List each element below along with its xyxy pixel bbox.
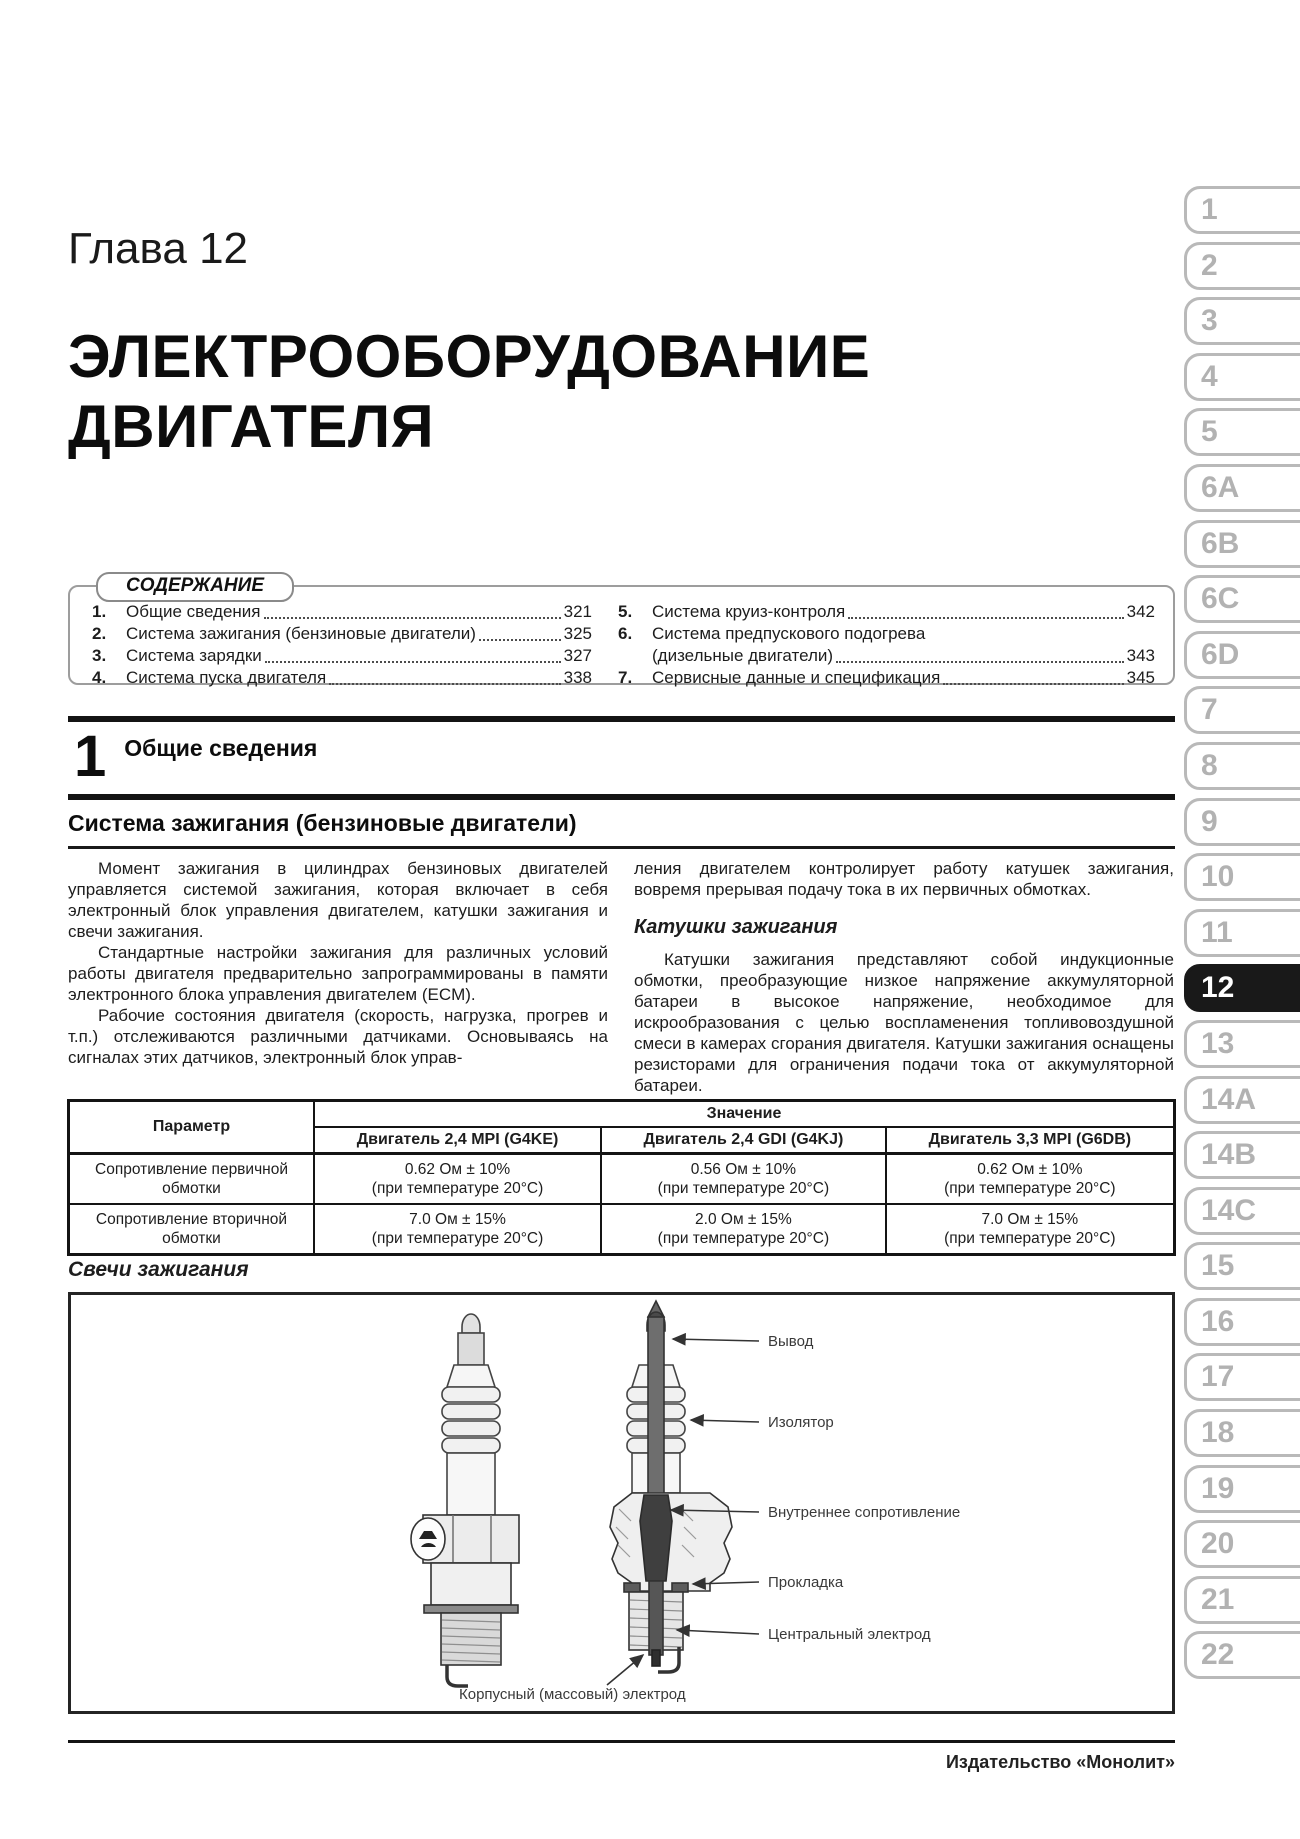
toc-column-right — [618, 601, 1155, 687]
figure-heading: Свечи зажигания — [68, 1258, 249, 1281]
toc-item — [618, 623, 1155, 645]
toc-label: СОДЕРЖАНИЕ — [96, 572, 294, 602]
toc-item-number: 1. — [92, 602, 107, 621]
paragraph: Рабочие состояния двигателя (скорость, нагрузка, прогрев и т.п.) отслеживаются различными датчиками. Основываясь на сигналах этих датчиков, электронный блок управ- — [68, 1006, 608, 1067]
label-arrow — [677, 1630, 759, 1634]
chapter-tab: 6B — [1184, 520, 1300, 568]
chapter-tab: 6D — [1184, 631, 1300, 679]
toc-item — [92, 601, 592, 623]
table-row — [69, 1154, 1174, 1205]
toc-leader-dots — [848, 617, 1123, 619]
chapter-tab: 10 — [1184, 853, 1300, 901]
label-arrow — [691, 1420, 759, 1422]
toc-leader-dots — [265, 661, 561, 663]
toc-item-page: 325 — [563, 624, 592, 643]
spec-table — [68, 1100, 1175, 1255]
value-cell: 7.0 Ом ± 15% (при температуре 20°C) — [886, 1204, 1174, 1254]
toc-item-title: Система пуска двигателя — [126, 668, 327, 687]
chapter-tab: 14A — [1184, 1076, 1300, 1124]
paragraph: Момент зажигания в цилиндрах бензиновых двигателей управляется системой зажигания, которая включает в себя электронный блок управления двигателем, катушки зажигания и свечи зажигания. — [68, 859, 608, 941]
toc-item-page: 327 — [563, 646, 592, 665]
figure-label-center-electrode: Центральный электрод — [768, 1626, 931, 1643]
toc-item-title: Сервисные данные и спецификация — [652, 668, 941, 687]
value-cell: 2.0 Ом ± 15% (при температуре 20°C) — [601, 1204, 886, 1254]
value-cell: 0.62 Ом ± 10% (при температуре 20°C) — [886, 1154, 1174, 1205]
toc-item-number: 4. — [92, 668, 107, 687]
chapter-tab: 1 — [1184, 186, 1300, 234]
chapter-tab: 17 — [1184, 1353, 1300, 1401]
section-number: 1 — [74, 724, 107, 789]
toc-item-title: Система зарядки — [126, 646, 262, 665]
toc-item — [92, 645, 592, 667]
chapter-tab: 3 — [1184, 297, 1300, 345]
chapter-tab: 7 — [1184, 686, 1300, 734]
toc-item-title: Система зажигания (бензиновые двигатели) — [126, 624, 476, 643]
chapter-tab: 13 — [1184, 1020, 1300, 1068]
figure-label-terminal: Вывод — [768, 1333, 814, 1350]
toc-item-title2: (дизельные двигатели) — [652, 646, 834, 665]
publisher-footer: Издательство «Монолит» — [945, 1752, 1175, 1772]
chapter-tab: 21 — [1184, 1576, 1300, 1624]
spark-plug-figure — [68, 1292, 1175, 1714]
toc-item-number: 2. — [92, 624, 107, 643]
toc-item-number: 6. — [618, 624, 633, 643]
chapter-tab: 18 — [1184, 1409, 1300, 1457]
page-title-line1: ЭЛЕКТРООБОРУДОВАНИЕ — [68, 323, 871, 390]
engine-header: Двигатель 2,4 GDI (G4KJ) — [601, 1127, 886, 1154]
body-column-right — [634, 858, 1174, 1096]
toc-item-page: 345 — [1126, 668, 1155, 687]
chapter-tab: 8 — [1184, 742, 1300, 790]
spark-plug-section-drawing — [610, 1301, 732, 1672]
paragraph: Стандартные настройки зажигания для различных условий работы двигателя предварительно запрограммированы в памяти электронного блока управления двигателем (ECM). — [68, 943, 608, 1004]
engine-header: Двигатель 2,4 MPI (G4KE) — [314, 1127, 601, 1154]
chapter-tab-rail — [1184, 186, 1300, 1679]
chapter-tab: 15 — [1184, 1242, 1300, 1290]
chapter-tab: 9 — [1184, 798, 1300, 846]
chapter-tab: 4 — [1184, 353, 1300, 401]
toc-item — [92, 667, 592, 689]
body-columns — [68, 858, 1175, 1096]
toc-item-page: 342 — [1126, 602, 1155, 621]
toc-item-title: Система предпускового подогрева — [652, 624, 926, 643]
toc-item-page: 338 — [563, 668, 592, 687]
toc-item-continuation — [618, 645, 1155, 667]
toc-box — [68, 575, 1175, 687]
value-cell: 0.56 Ом ± 10% (при температуре 20°C) — [601, 1154, 886, 1205]
chapter-tab: 11 — [1184, 909, 1300, 957]
toc-column-left — [92, 601, 592, 687]
toc-item-number: 5. — [618, 602, 633, 621]
toc-leader-dots — [836, 661, 1124, 663]
spark-plug-exterior-drawing — [411, 1314, 519, 1686]
toc-item-title: Общие сведения — [126, 602, 261, 621]
figure-label-ground-electrode: Корпусный (массовый) электрод — [459, 1686, 686, 1703]
figure-label-insulator: Изолятор — [768, 1414, 834, 1431]
toc-leader-dots — [329, 683, 560, 685]
toc-leader-dots — [479, 639, 561, 641]
param-cell: Сопротивление вторичной обмотки — [69, 1204, 314, 1254]
chapter-tab: 12 — [1184, 964, 1300, 1012]
paragraph: ления двигателем контролирует работу катушек зажигания, вовремя прерывая подачу тока в их первичных обмотках. — [634, 859, 1174, 899]
section-header — [68, 716, 1175, 800]
page-title — [68, 322, 1175, 462]
label-arrow — [607, 1655, 643, 1685]
page-title-line2: ДВИГАТЕЛЯ — [68, 393, 435, 461]
chapter-tab: 6C — [1184, 575, 1300, 623]
toc-leader-dots — [264, 617, 561, 619]
body-column-left — [68, 858, 608, 1096]
spark-plug-diagram — [71, 1295, 1172, 1711]
chapter-tab: 5 — [1184, 408, 1300, 456]
label-arrow — [673, 1339, 759, 1341]
chapter-tab: 6A — [1184, 464, 1300, 512]
engine-header: Двигатель 3,3 MPI (G6DB) — [886, 1127, 1174, 1154]
chapter-label: Глава 12 — [68, 224, 249, 273]
toc-item — [618, 601, 1155, 623]
chapter-tab: 2 — [1184, 242, 1300, 290]
paragraph: Катушки зажигания представляют собой индукционные обмотки, преобразующие низкое напряжение аккумуляторной батареи в высокое напряжение, необходимое для искрообразования с целью воспламенения топливовоздушной смеси в камерах сгорания двигателя. Катушки зажигания оснащены резисторами для ограничения подачи тока от аккумуляторной батареи. — [634, 950, 1174, 1095]
section-title: Общие сведения — [124, 735, 318, 761]
chapter-tab: 19 — [1184, 1465, 1300, 1513]
table-header-param: Параметр — [69, 1101, 314, 1154]
toc-item — [92, 623, 592, 645]
chapter-tab: 14B — [1184, 1131, 1300, 1179]
toc-item-page: 343 — [1126, 646, 1155, 665]
subsection-heading: Система зажигания (бензиновые двигатели) — [68, 810, 1175, 849]
figure-label-resistance: Внутреннее сопротивление — [768, 1504, 961, 1521]
table-header-value: Значение — [314, 1101, 1174, 1127]
footer-rule — [68, 1740, 1175, 1743]
toc-item-number: 3. — [92, 646, 107, 665]
toc-item-title: Система круиз-контроля — [652, 602, 846, 621]
table-row — [69, 1204, 1174, 1254]
toc-item-number: 7. — [618, 668, 633, 687]
chapter-tab: 22 — [1184, 1631, 1300, 1679]
param-cell: Сопротивление первичной обмотки — [69, 1154, 314, 1205]
toc-leader-dots — [943, 683, 1123, 685]
toc-item-page: 321 — [563, 602, 592, 621]
chapter-tab: 16 — [1184, 1298, 1300, 1346]
chapter-tab: 20 — [1184, 1520, 1300, 1568]
chapter-tab: 14C — [1184, 1187, 1300, 1235]
value-cell: 7.0 Ом ± 15% (при температуре 20°C) — [314, 1204, 601, 1254]
figure-label-gasket: Прокладка — [768, 1574, 844, 1591]
coils-heading: Катушки зажигания — [634, 916, 838, 938]
value-cell: 0.62 Ом ± 10% (при температуре 20°C) — [314, 1154, 601, 1205]
toc-item — [618, 667, 1155, 689]
